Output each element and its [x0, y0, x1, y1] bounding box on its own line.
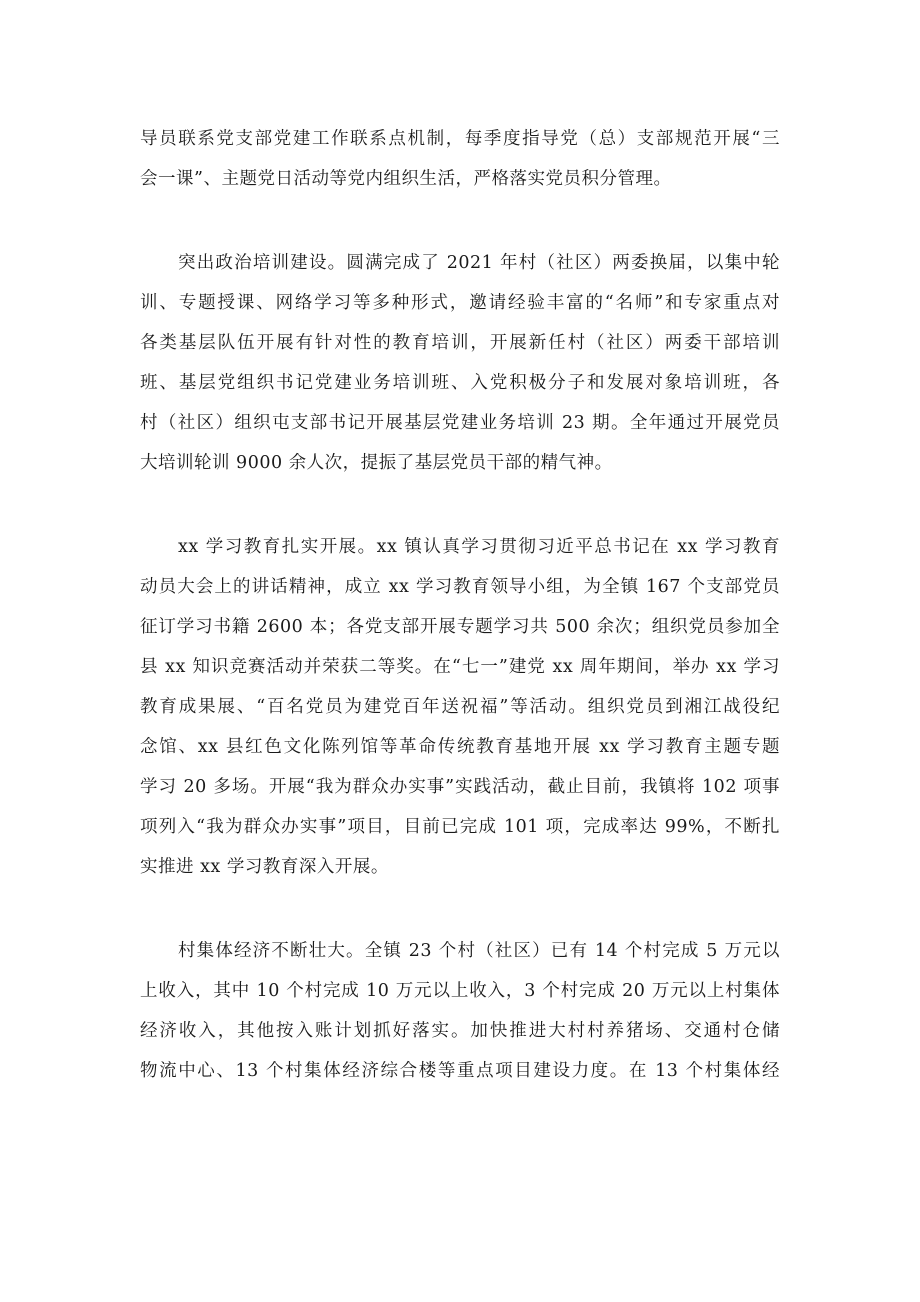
paragraph-gap [140, 483, 780, 527]
paragraph-line: 物流中心、13 个村集体经济综合楼等重点项目建设力度。在 13 个村集体经 [140, 1061, 780, 1081]
paragraph-line: 教育成果展、“百名党员为建党百年送祝福”等活动。组织党员到湘江战役纪 [140, 697, 780, 717]
paragraph-line: 导员联系党支部党建工作联系点机制，每季度指导党（总）支部规范开展“三 [140, 129, 780, 149]
paragraph-line: 动员大会上的讲话精神，成立 xx 学习教育领导小组，为全镇 167 个支部党员 [140, 577, 780, 597]
paragraph-line: 训、专题授课、网络学习等多种形式，邀请经验丰富的“名师”和专家重点对 [140, 293, 780, 313]
paragraph-line: xx 学习教育扎实开展。xx 镇认真学习贯彻习近平总书记在 xx 学习教育 [178, 537, 780, 557]
paragraph-line: 村集体经济不断壮大。全镇 23 个村（社区）已有 14 个村完成 5 万元以 [178, 941, 780, 961]
paragraph-line: 学习 20 多场。开展“我为群众办实事”实践活动，截止目前，我镇将 102 项事 [140, 777, 780, 797]
paragraph-gap [140, 887, 780, 931]
paragraph-line: 突出政治培训建设。圆满完成了 2021 年村（社区）两委换届，以集中轮 [178, 253, 780, 273]
paragraph-line: 村（社区）组织屯支部书记开展基层党建业务培训 23 期。全年通过开展党员 [140, 413, 780, 433]
paragraph-line: 念馆、xx 县红色文化陈列馆等革命传统教育基地开展 xx 学习教育主题专题 [140, 737, 780, 757]
paragraph-1 [140, 119, 780, 199]
paragraph-line: 上收入，其中 10 个村完成 10 万元以上收入，3 个村完成 20 万元以上村集体 [140, 981, 780, 1001]
paragraph-line: 会一课”、主题党日活动等党内组织生活，严格落实党员积分管理。 [140, 169, 672, 189]
paragraph-line: 经济收入，其他按入账计划抓好落实。加快推进大村村养猪场、交通村仓储 [140, 1021, 780, 1041]
document-body [140, 119, 780, 1091]
paragraph-line: 实推进 xx 学习教育深入开展。 [140, 857, 389, 877]
paragraph-line: 班、基层党组织书记党建业务培训班、入党积极分子和发展对象培训班，各 [140, 373, 780, 393]
paragraph-line: 项列入“我为群众办实事”项目，目前已完成 101 项，完成率达 99%，不断扎 [140, 817, 780, 837]
paragraph-line: 各类基层队伍开展有针对性的教育培训，开展新任村（社区）两委干部培训 [140, 333, 780, 353]
paragraph-3 [140, 527, 780, 887]
paragraph-line: 县 xx 知识竞赛活动并荣获二等奖。在“七一”建党 xx 周年期间，举办 xx 学习 [140, 657, 780, 677]
paragraph-2 [140, 243, 780, 483]
paragraph-4 [140, 931, 780, 1091]
paragraph-line: 征订学习书籍 2600 本；各党支部开展专题学习共 500 余次；组织党员参加全 [140, 617, 780, 637]
paragraph-line: 大培训轮训 9000 余人次，提振了基层党员干部的精气神。 [140, 453, 613, 473]
paragraph-gap [140, 199, 780, 243]
